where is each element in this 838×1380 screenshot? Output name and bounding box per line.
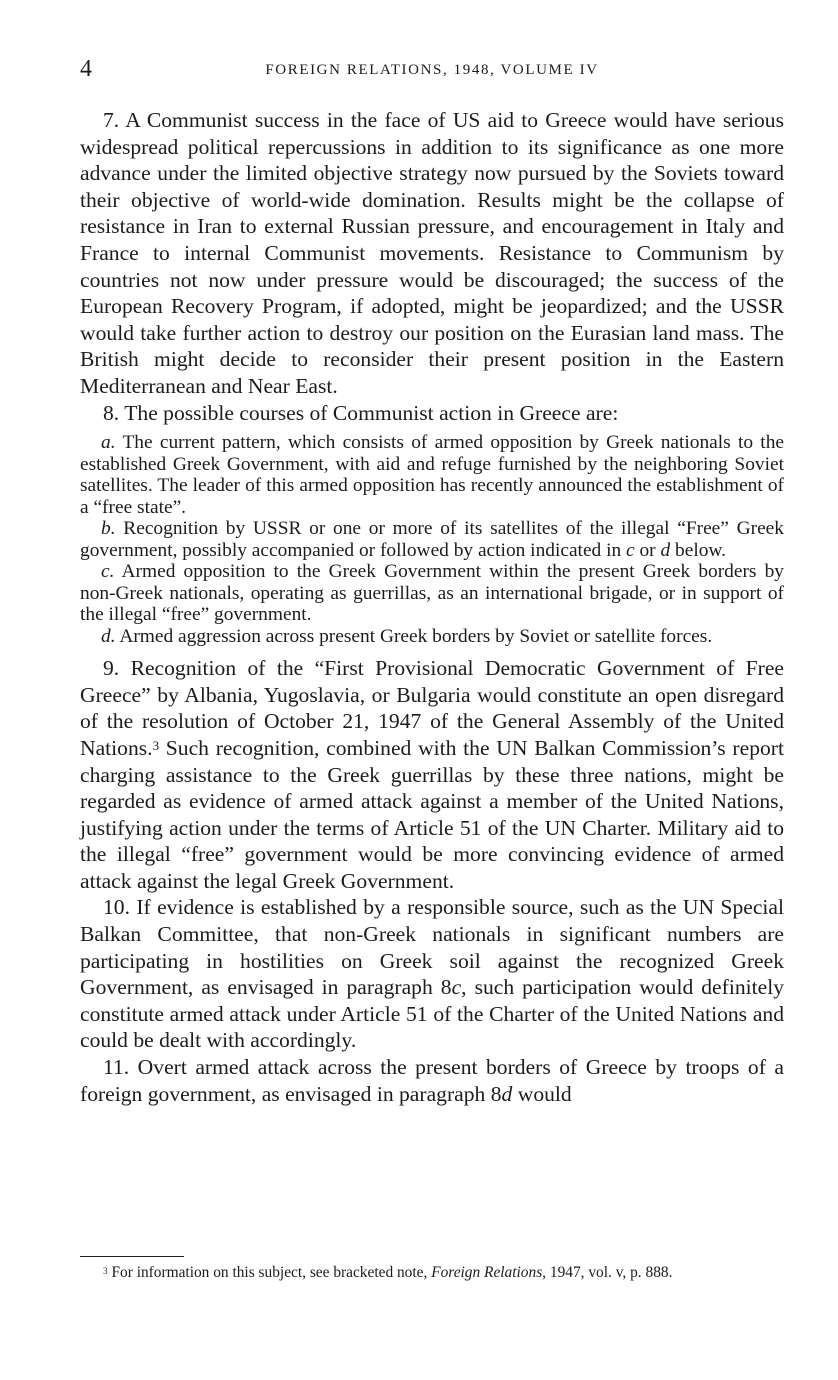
item-ref: d (660, 539, 671, 561)
paragraph-7: 7. A Communist success in the face of US aid to Greece would have serious widespread political repercussions in addition to its significance as one more advance under the limited objective strategy now pursued by the Soviets toward their objective of world-wide domination. Results might be the collapse of resistance in Iran to external Russian pressure, and encouragement in Italy and France to internal Communist movements. Resistance to Communism by countries not now under pressure would be discouraged; the success of the European Recovery Program, if adopted, might be jeopardized; and the USSR would take further action to destroy our position on the Eurasian land mass. The British might decide to reconsider their present position in the Eastern Mediterranean and Near East. (80, 108, 784, 398)
paragraph-text: 11. Overt armed attack across the present borders of Greece by troops of a foreign government, as envisaged in paragraph 8 (80, 1055, 784, 1106)
paragraph-text: would (512, 1081, 572, 1106)
item-text: Armed aggression across present Greek borders by Soviet or satellite forces. (119, 625, 713, 647)
paragraph-text: 10. If evidence is established by a responsible source, such as the UN Special Balkan Committee, that non-Greek nationals in significant numbers are participating in hostilities on Greek soil against the recognized Greek Government, as envisaged in paragraph 8 (80, 895, 784, 1000)
paragraph-ref: d (501, 1081, 513, 1106)
list-item-c (80, 561, 784, 626)
item-label: a. (101, 432, 116, 454)
body-text (80, 107, 784, 1107)
item-text: or (634, 539, 661, 561)
paragraph-8: 8. The possible courses of Communist action in Greece are: (103, 400, 619, 425)
paragraph-9 (80, 655, 784, 894)
courses-of-action-list (80, 432, 784, 647)
document-page (80, 56, 784, 1107)
item-text: Recognition by USSR or one or more of its satellites of the illegal “Free” Greek government, possibly accompanied or followed by action indicated in (80, 518, 784, 561)
footnote-divider (80, 1256, 184, 1257)
item-ref: c (626, 539, 635, 561)
paragraph-text: 9. Recognition of the “First Provisional Democratic Government of Free Greece” by Albania, Yugoslavia, or Bulgaria would constitute an open disregard of the resolution of October 21, 1947 of the General Assembly of the United Nations. (80, 656, 784, 760)
running-title: FOREIGN RELATIONS, 1948, VOLUME IV (265, 62, 599, 78)
item-text: Armed opposition to the Greek Government within the present Greek borders by non-Greek nationals, operating as guerrillas, as an international brigade, or in support of the illegal “free” government. (80, 561, 784, 626)
paragraph-ref: c (451, 975, 462, 1000)
page-header (80, 56, 784, 86)
item-label: d. (101, 625, 116, 647)
footnote (80, 1264, 784, 1282)
item-label: c. (101, 561, 115, 583)
item-label: b. (101, 518, 116, 540)
footnote-text: 1947, vol. v, p. 888. (546, 1264, 673, 1281)
footnote-marker: 3 (103, 1266, 108, 1276)
list-item-a (80, 432, 784, 518)
item-text: The current pattern, which consists of armed opposition by Greek nationals to the established Greek Government, with aid and refuge furnished by the neighboring Soviet satellites. The leader of this armed opposition has recently announced the establishment of a “free state”. (80, 432, 784, 518)
footnote-source: Foreign Relations, (431, 1264, 547, 1281)
paragraph-10 (80, 894, 784, 1054)
paragraph-11 (80, 1054, 784, 1107)
list-item-b (80, 518, 784, 561)
item-text: below. (670, 539, 727, 561)
paragraph-text: , such participation would definitely constitute armed attack under Article 51 of the Charter of the United Nations and could be dealt with accordingly. (80, 975, 785, 1053)
footnote-marker: 3 (152, 737, 160, 753)
paragraph-text: Such recognition, combined with the UN Balkan Commission’s report charging assistance to the Greek guerrillas by these three nations, might be regarded as evidence of armed attack against a member of the United Nations, justifying action under the terms of Article 51 of the UN Charter. Military aid to the illegal “free” government would be more convincing evidence of armed attack against the legal Greek Government. (80, 735, 784, 893)
page-number: 4 (80, 56, 92, 82)
list-item-d (80, 626, 784, 648)
footnote-text: For information on this subject, see bracketed note, (107, 1264, 432, 1281)
